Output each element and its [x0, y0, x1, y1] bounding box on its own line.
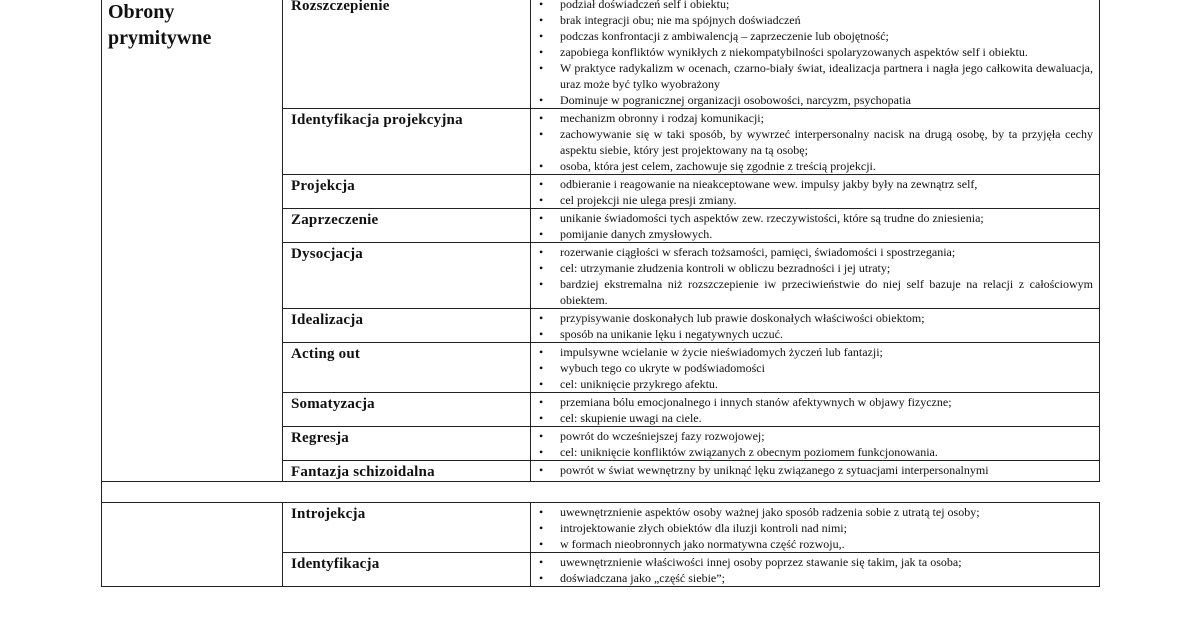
bullet-point: • odbieranie i reagowanie na nieakceptowane wew. impulsy jakby były na zewnątrz self,	[539, 176, 1093, 192]
bullet-point: • zapobiega konfliktów wynikłych z niekompatybilności spolaryzowanych aspektów self i obiektu.	[539, 44, 1093, 60]
bullet-list	[539, 394, 1093, 426]
bullet-point: • powrót do wcześniejszej fazy rozwojowej;	[539, 428, 1093, 444]
defense-name: Somatyzacja	[283, 393, 531, 427]
bullet-point: • Dominuje w pogranicznej organizacji osobowości, narcyzm, psychopatia	[539, 92, 1093, 108]
defense-description	[531, 209, 1100, 243]
bullet-point: • introjektowanie złych obiektów dla iluzji kontroli nad nimi;	[539, 520, 1093, 536]
bullet-list	[539, 428, 1093, 460]
defense-name: Regresja	[283, 427, 531, 461]
defense-name: Projekcja	[283, 175, 531, 209]
bullet-point: • pomijanie danych zmysłowych.	[539, 226, 1093, 242]
bullet-point: • unikanie świadomości tych aspektów zew. rzeczywistości, które są trudne do zniesienia;	[539, 210, 1093, 226]
defense-name: Rozszczepienie	[283, 0, 531, 109]
bullet-point: • zachowywanie się w taki sposób, by wywrzeć interpersonalny nacisk na drugą osobę, by ta przyjęła cechy aspektu siebie, który jest projektowany na tą osobę;	[539, 126, 1093, 158]
bullet-point: • cel projekcji nie ulega presji zmiany.	[539, 192, 1093, 208]
bullet-point: • sposób na unikanie lęku i negatywnych uczuć.	[539, 326, 1093, 342]
defense-name: Zaprzeczenie	[283, 209, 531, 243]
defense-description	[531, 553, 1100, 587]
bullet-point: • mechanizm obronny i rodzaj komunikacji;	[539, 110, 1093, 126]
defense-description	[531, 427, 1100, 461]
bullet-point: • wybuch tego co ukryte w podświadomości	[539, 360, 1093, 376]
defense-description	[531, 0, 1100, 109]
bullet-list	[539, 462, 1093, 478]
bullet-list	[539, 344, 1093, 392]
defense-description	[531, 503, 1100, 553]
bullet-point: • uwewnętrznienie właściwości innej osoby poprzez stawanie się takim, jak ta osoba;	[539, 554, 1093, 570]
group-separator	[102, 482, 1100, 503]
bullet-point: • uwewnętrznienie aspektów osoby ważnej jako sposób radzenia sobie z utratą tej osoby;	[539, 504, 1093, 520]
bullet-point: • podczas konfrontacji z ambiwalencją – zaprzeczenie lub obojętność;	[539, 28, 1093, 44]
defense-name: Idealizacja	[283, 309, 531, 343]
bullet-point: • rozerwanie ciągłości w sferach tożsamości, pamięci, świadomości i spostrzegania;	[539, 244, 1093, 260]
bullet-point: • W praktyce radykalizm w ocenach, czarno-biały świat, idealizacja partnera i nagła jego całkowita dewaluacja, uraz może być tylko wyobrażony	[539, 60, 1093, 92]
bullet-point: • przemiana bólu emocjonalnego i innych stanów afektywnych w objawy fizyczne;	[539, 394, 1093, 410]
bullet-point: • w formach nieobronnych jako normatywna część rozwoju,.	[539, 536, 1093, 552]
bullet-point: • osoba, która jest celem, zachowuje się zgodnie z treścią projekcji.	[539, 158, 1093, 174]
defense-description	[531, 393, 1100, 427]
bullet-list	[539, 176, 1093, 208]
defense-name: Identyfikacja projekcyjna	[283, 109, 531, 175]
group-title	[102, 503, 283, 587]
defense-mechanisms-table	[101, 0, 1100, 587]
bullet-point: • doświadczana jako „część siebie”;	[539, 570, 1093, 586]
defense-description	[531, 109, 1100, 175]
defense-name: Fantazja schizoidalna	[283, 461, 531, 482]
bullet-list	[539, 210, 1093, 242]
bullet-list	[539, 0, 1093, 108]
defense-description	[531, 461, 1100, 482]
bullet-point: • impulsywne wcielanie w życie nieświadomych życzeń lub fantazji;	[539, 344, 1093, 360]
bullet-list	[539, 244, 1093, 308]
bullet-point: • cel: uniknięcie przykrego afektu.	[539, 376, 1093, 392]
defense-name: Acting out	[283, 343, 531, 393]
defense-row	[102, 503, 1100, 553]
bullet-point: • bardziej ekstremalna niż rozszczepienie iw przeciwieństwie do niej self bazuje na relacji z całościowym obiektem.	[539, 276, 1093, 308]
defense-name: Introjekcja	[283, 503, 531, 553]
defense-description	[531, 309, 1100, 343]
defense-name: Dysocjacja	[283, 243, 531, 309]
bullet-point: • powrót w świat wewnętrzny by uniknąć lęku związanego z sytuacjami interpersonalnymi	[539, 462, 1093, 478]
bullet-point: • przypisywanie doskonałych lub prawie doskonałych właściwości obiektom;	[539, 310, 1093, 326]
bullet-point: • cel: skupienie uwagi na ciele.	[539, 410, 1093, 426]
bullet-point: • cel: utrzymanie złudzenia kontroli w obliczu bezradności i jej utraty;	[539, 260, 1093, 276]
bullet-point: • brak integracji obu; nie ma spójnych doświadczeń	[539, 12, 1093, 28]
group-title: Obrony prymitywne	[102, 0, 283, 482]
defense-description	[531, 243, 1100, 309]
defense-description	[531, 175, 1100, 209]
bullet-list	[539, 310, 1093, 342]
table-body	[102, 0, 1100, 587]
defense-name: Identyfikacja	[283, 553, 531, 587]
defense-row	[102, 0, 1100, 109]
bullet-point: • podział doświadczeń self i obiektu;	[539, 0, 1093, 12]
bullet-list	[539, 504, 1093, 552]
bullet-list	[539, 554, 1093, 586]
bullet-point: • cel: uniknięcie konfliktów związanych z obecnym poziomem funkcjonowania.	[539, 444, 1093, 460]
defense-description	[531, 343, 1100, 393]
bullet-list	[539, 110, 1093, 174]
